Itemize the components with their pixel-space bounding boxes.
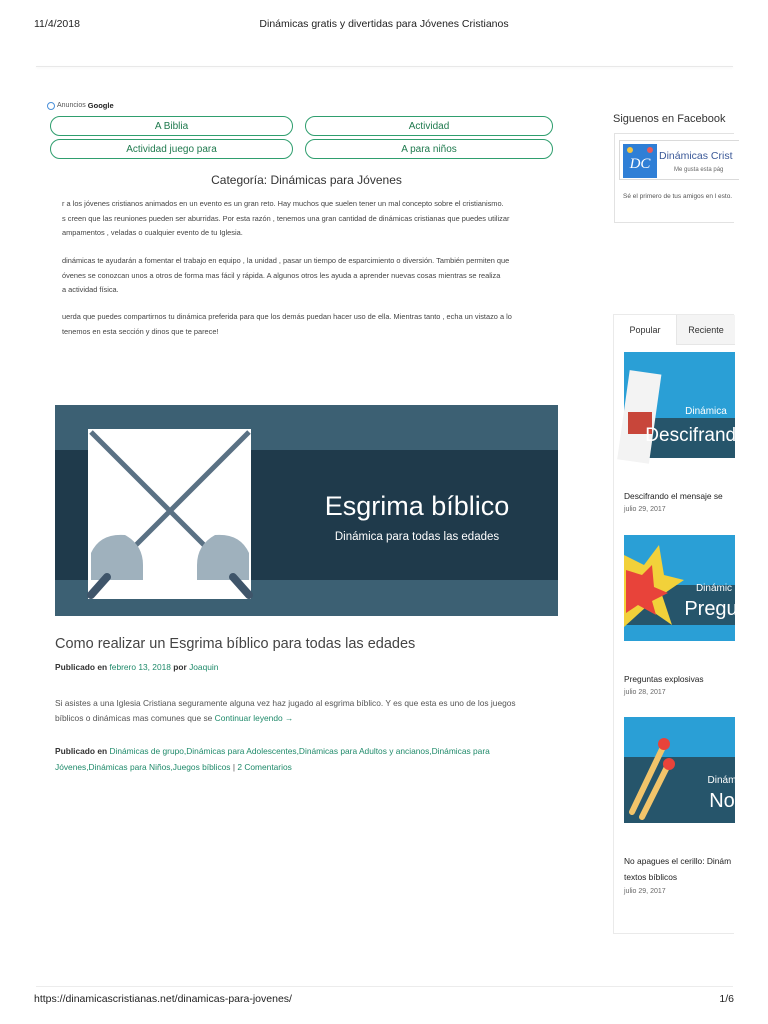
ad-button-a-biblia[interactable]: A Biblia xyxy=(50,116,293,136)
site-header-divider xyxy=(36,66,733,67)
site-footer-divider xyxy=(36,986,733,987)
featured-post-image[interactable] xyxy=(55,405,558,616)
sidebar-item-thumb[interactable] xyxy=(624,717,735,823)
facebook-widget xyxy=(614,133,734,223)
facebook-page-name[interactable]: Dinámicas Crist xyxy=(659,150,733,162)
thumb-small-text: Dinám xyxy=(707,775,737,786)
post-published-label: Publicado en xyxy=(55,662,108,672)
facebook-like-button[interactable]: Me gusta esta pág xyxy=(674,167,724,173)
sidebar-item-title[interactable]: No apagues el cerillo: Dinám xyxy=(624,856,732,866)
facebook-widget-title: Siguenos en Facebook xyxy=(613,113,726,125)
feature-subheading: Dinámica para todas las edades xyxy=(334,531,500,543)
popular-recent-widget xyxy=(613,314,747,934)
intro-paragraph-3 xyxy=(62,310,568,339)
excerpt-line-2: bíblicos o dinámicas mas comunes que se xyxy=(55,713,213,723)
sidebar-item-date: julio 29, 2017 xyxy=(624,888,666,895)
intro-line: óvenes se conozcan unos a otros de forma mas fácil y rápida. A algunos otros les ayuda a aprender nuevas cosas mientras se realiza xyxy=(62,270,501,280)
ads-google-brand: Google xyxy=(87,101,114,110)
tab-popular[interactable]: Popular xyxy=(614,315,677,345)
facebook-page-card[interactable] xyxy=(619,140,739,180)
sidebar-item-title[interactable]: Descifrando el mensaje se xyxy=(624,491,723,501)
post-date-link[interactable]: febrero 13, 2018 xyxy=(109,662,171,672)
sidebar-item-thumb[interactable] xyxy=(624,535,738,641)
fb-logo-text: DC xyxy=(629,156,651,172)
intro-line: dinámicas te ayudarán a fomentar el trabajo en equipo , la unidad , pasar un tiempo de esparcimiento o diversión. También permiten que xyxy=(62,256,510,265)
post-categories xyxy=(55,744,555,775)
post-cats-label: Publicado en xyxy=(55,746,108,756)
facebook-page-logo[interactable] xyxy=(623,144,657,178)
ad-button-actividad[interactable]: Actividad xyxy=(305,116,553,136)
intro-line: uerda que puedes compartirnos tu dinámica preferida para que los demás puedan hacer uso de ella. Mientras tanto , echa un vistazo a lo xyxy=(62,312,512,321)
thumb-small-text: Dinámic xyxy=(695,583,733,594)
ad-info-icon[interactable] xyxy=(47,102,55,110)
intro-line: tenemos en esta sección y dinos que te parece! xyxy=(62,326,219,336)
intro-paragraph-1 xyxy=(62,197,568,241)
intro-paragraph-2 xyxy=(62,254,568,298)
post-category-links[interactable]: Dinámicas de grupo,Dinámicas para Adolescentes,Dinámicas para Adultos y ancianos,Dinámicas para xyxy=(109,746,490,756)
sidebar-item-thumb[interactable] xyxy=(624,352,747,458)
ads-label-text: Anuncios xyxy=(57,102,86,109)
print-page-number: 1/6 xyxy=(719,993,734,1005)
print-title: Dinámicas gratis y divertidas para Jóvenes Cristianos xyxy=(259,18,509,30)
feature-heading: Esgrima bíblico xyxy=(324,491,510,521)
excerpt-line-1: Si asistes a una Iglesia Cristiana seguramente alguna vez haz jugado al esgrima bíblico. Y es que esta es uno de los juegos xyxy=(55,698,516,708)
separator: | xyxy=(232,761,236,772)
post-title-link[interactable]: Como realizar un Esgrima bíblico para todas las edades xyxy=(55,636,416,652)
read-more-link[interactable]: Continuar leyendo → xyxy=(214,713,294,723)
facebook-friends-text: Sé el primero de tus amigos en l esto. xyxy=(623,193,733,200)
intro-line: ampamentos , veladas o cualquier evento de tu Iglesia. xyxy=(62,228,243,237)
post-excerpt xyxy=(55,696,555,726)
thumb-big-text: Descifrando xyxy=(645,425,747,446)
ads-label[interactable] xyxy=(47,101,114,110)
post-author-link[interactable]: Joaquin xyxy=(189,662,219,672)
thumb-big-text: No xyxy=(709,790,735,812)
intro-line: s creen que las reuniones pueden ser aburridas. Por esta razón , tenemos una gran cantidad de dinámicas cristianas que puedes utilizar xyxy=(62,213,510,223)
print-date: 11/4/2018 xyxy=(34,18,80,30)
post-by-label: por xyxy=(173,662,187,672)
ad-button-actividad-juego[interactable]: Actividad juego para xyxy=(50,139,293,159)
print-footer xyxy=(34,993,734,1007)
post-category-links[interactable]: Jóvenes,Dinámicas para Niños,Juegos bíblicos xyxy=(55,761,231,772)
thumb-small-text: Dinámica xyxy=(685,406,727,417)
ad-button-para-ninos[interactable]: A para niños xyxy=(305,139,553,159)
category-title: Categoría: Dinámicas para Jóvenes xyxy=(211,173,402,187)
sidebar-item-date: julio 29, 2017 xyxy=(624,506,666,513)
intro-line: r a los jóvenes cristianos animados en un evento es un gran reto. Hay muchos que suelen tener un mal concepto sobre el cristianismo. xyxy=(62,199,504,208)
sidebar-item-title[interactable]: Preguntas explosivas xyxy=(624,674,704,684)
sidebar-item-title-line2[interactable]: textos bíblicos xyxy=(624,872,678,882)
sidebar-item-date: julio 28, 2017 xyxy=(624,689,666,696)
intro-line: a actividad física. xyxy=(62,285,119,294)
tab-recent[interactable]: Reciente xyxy=(677,315,735,345)
post-meta xyxy=(55,662,218,672)
print-header xyxy=(34,18,734,32)
thumb-big-text: Pregu xyxy=(684,598,738,620)
post-comments-link[interactable]: 2 Comentarios xyxy=(237,761,292,772)
print-url: https://dinamicascristianas.net/dinamicas-para-jovenes/ xyxy=(34,993,292,1005)
